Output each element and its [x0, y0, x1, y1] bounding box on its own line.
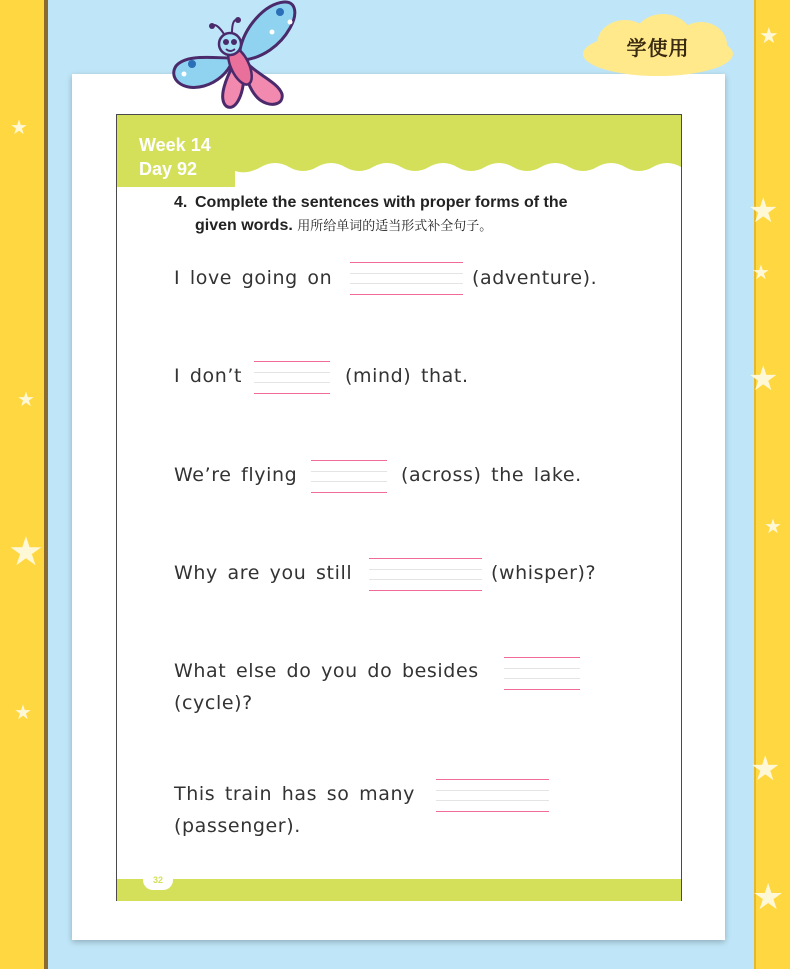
star-icon: ★	[748, 359, 779, 399]
instruction-line-1: Complete the sentences with proper forms of the	[195, 194, 568, 211]
sentence-text-before: I love going on	[174, 267, 333, 289]
star-icon: ★	[752, 260, 770, 284]
instruction-line-2: given words.	[195, 217, 293, 234]
star-icon: ★	[759, 24, 779, 49]
answer-blank-5[interactable]	[504, 657, 580, 689]
sentence-text-before: What else do you do besides	[174, 660, 479, 682]
answer-blank-1[interactable]	[350, 262, 463, 294]
sentence-5	[174, 655, 479, 719]
star-icon: ★	[10, 115, 28, 139]
answer-blank-3[interactable]	[311, 460, 387, 492]
sentence-3	[174, 459, 582, 491]
sentence-text-before: Why are you still	[174, 562, 353, 584]
sentence-text-after: (passenger).	[174, 815, 301, 837]
page-number: 32	[143, 870, 173, 890]
badge-label: 学使用	[626, 36, 690, 60]
answer-blank-4[interactable]	[369, 558, 482, 590]
sentence-text-after: (cycle)?	[174, 692, 253, 714]
star-icon: ★	[14, 700, 32, 724]
sentence-text-after: (mind) that.	[345, 365, 469, 387]
left-border	[0, 0, 46, 969]
star-icon: ★	[748, 191, 779, 231]
day-label: Day 92	[139, 159, 198, 179]
sentence-2	[174, 360, 469, 392]
week-label: Week 14	[139, 135, 211, 155]
sentence-text-after: (adventure).	[472, 267, 598, 289]
right-border	[754, 0, 790, 969]
sentence-4	[174, 557, 597, 589]
sentence-text-after: (across) the lake.	[401, 464, 582, 486]
star-icon: ★	[750, 749, 781, 789]
sentence-1	[174, 262, 598, 294]
answer-blank-6[interactable]	[436, 779, 549, 811]
sentence-text-before: We’re flying	[174, 464, 298, 486]
sentence-text-after: (whisper)?	[491, 562, 597, 584]
left-border-line	[44, 0, 48, 969]
exercise-number: 4.	[174, 194, 188, 211]
butterfly-illustration	[160, 0, 310, 115]
sentence-6	[174, 778, 415, 842]
header-band	[117, 115, 681, 187]
instruction-chinese: 用所给单词的适当形式补全句子。	[297, 219, 493, 234]
footer-band	[117, 879, 681, 901]
sentence-text-before: I don’t	[174, 365, 243, 387]
star-icon: ★	[8, 529, 44, 575]
star-icon: ★	[17, 387, 35, 411]
cloud-badge	[583, 14, 733, 76]
week-day-label	[139, 133, 211, 181]
sentence-text-before: This train has so many	[174, 783, 415, 805]
answer-blank-2[interactable]	[254, 361, 330, 393]
star-icon: ★	[764, 514, 782, 538]
star-icon: ★	[752, 877, 785, 918]
exercise-instruction	[174, 191, 634, 238]
